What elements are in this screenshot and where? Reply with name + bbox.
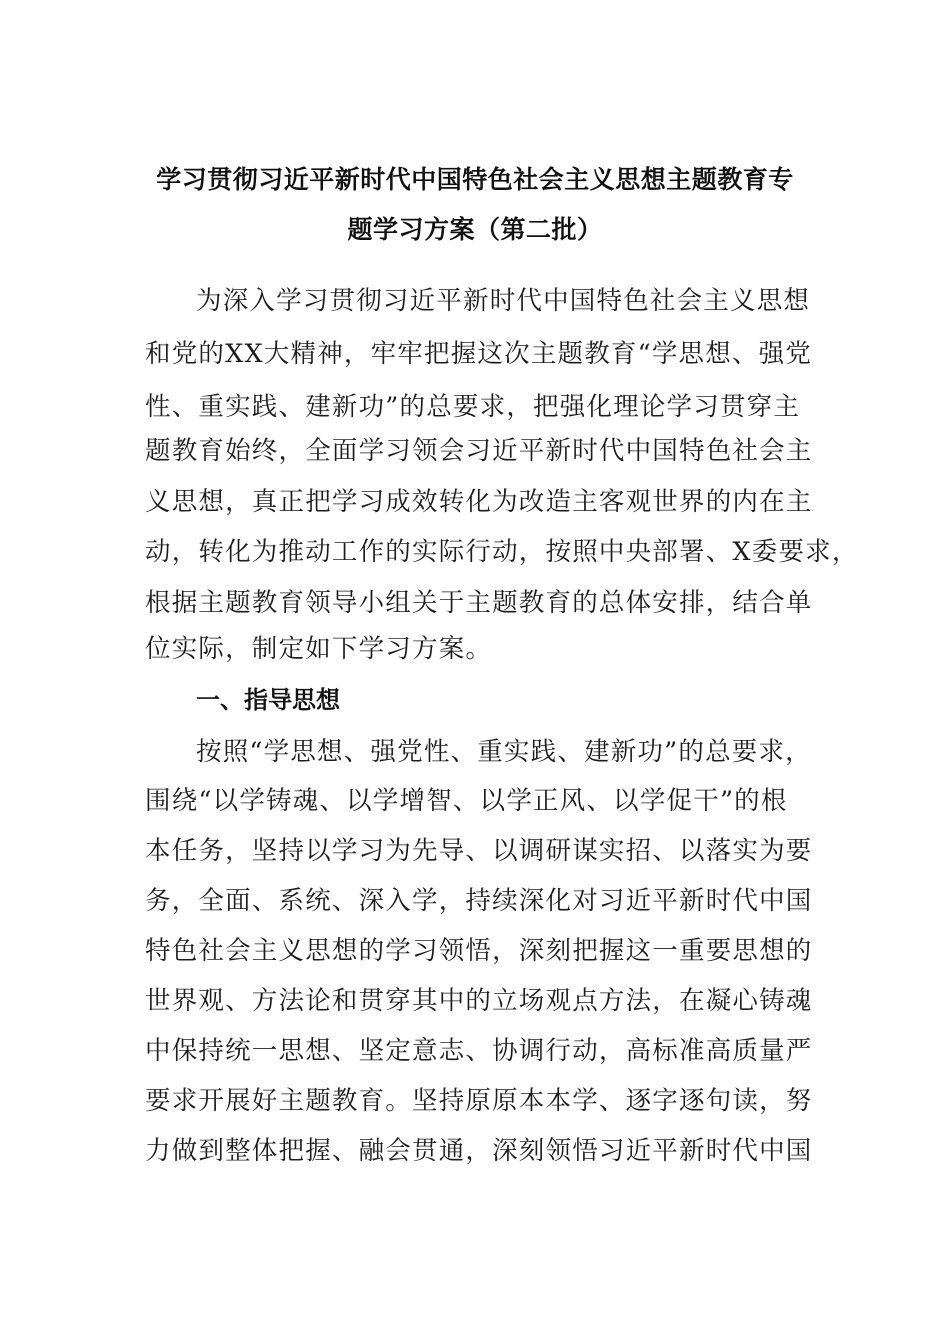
document-title-line-2: 题学习方案（第二批） (347, 215, 603, 244)
paragraph-line: 动，转化为推动工作的实际行动，按照中央部署、X委要求， (145, 537, 859, 567)
paragraph-line: 本任务，坚持以学习为先导、以调研谋实招、以落实为要 (145, 836, 813, 866)
paragraph-line: 位实际，制定如下学习方案。 (145, 634, 493, 664)
paragraph-line: 为深入学习贯彻习近平新时代中国特色社会主义思想 (196, 286, 811, 316)
document-title-line-1: 学习贯彻习近平新时代中国特色社会主义思想主题教育专 (156, 165, 794, 194)
paragraph-line: 围绕“以学铸魂、以学增智、以学正风、以学促干”的根 (145, 786, 788, 816)
paragraph-line: 要求开展好主题教育。坚持原原本本学、逐字逐句读，努 (145, 1086, 813, 1116)
paragraph-line: 世界观、方法论和贯穿其中的立场观点方法，在凝心铸魂 (145, 986, 813, 1016)
paragraph-line: 按照“学思想、强党性、重实践、建新功”的总要求， (196, 737, 812, 767)
paragraph-line: 务，全面、系统、深入学，持续深化对习近平新时代中国 (145, 886, 813, 916)
paragraph-line: 根据主题教育领导小组关于主题教育的总体安排，结合单 (145, 588, 813, 618)
paragraph-line: 题教育始终，全面学习领会习近平新时代中国特色社会主 (145, 436, 813, 466)
paragraph-line: 力做到整体把握、融会贯通，深刻领悟习近平新时代中国 (145, 1136, 813, 1166)
paragraph-line: 特色社会主义思想的学习领悟，深刻把握这一重要思想的 (145, 936, 813, 966)
paragraph-line: 义思想，真正把学习成效转化为改造主客观世界的内在主 (145, 487, 813, 517)
paragraph-line: 中保持统一思想、坚定意志、协调行动，高标准高质量严 (145, 1036, 813, 1066)
paragraph-line: 和党的XX大精神，牢牢把握这次主题教育“学思想、强党 (145, 339, 813, 369)
paragraph-line: 性、重实践、建新功”的总要求，把强化理论学习贯穿主 (145, 392, 801, 422)
section-heading: 一、指导思想 (196, 686, 340, 714)
